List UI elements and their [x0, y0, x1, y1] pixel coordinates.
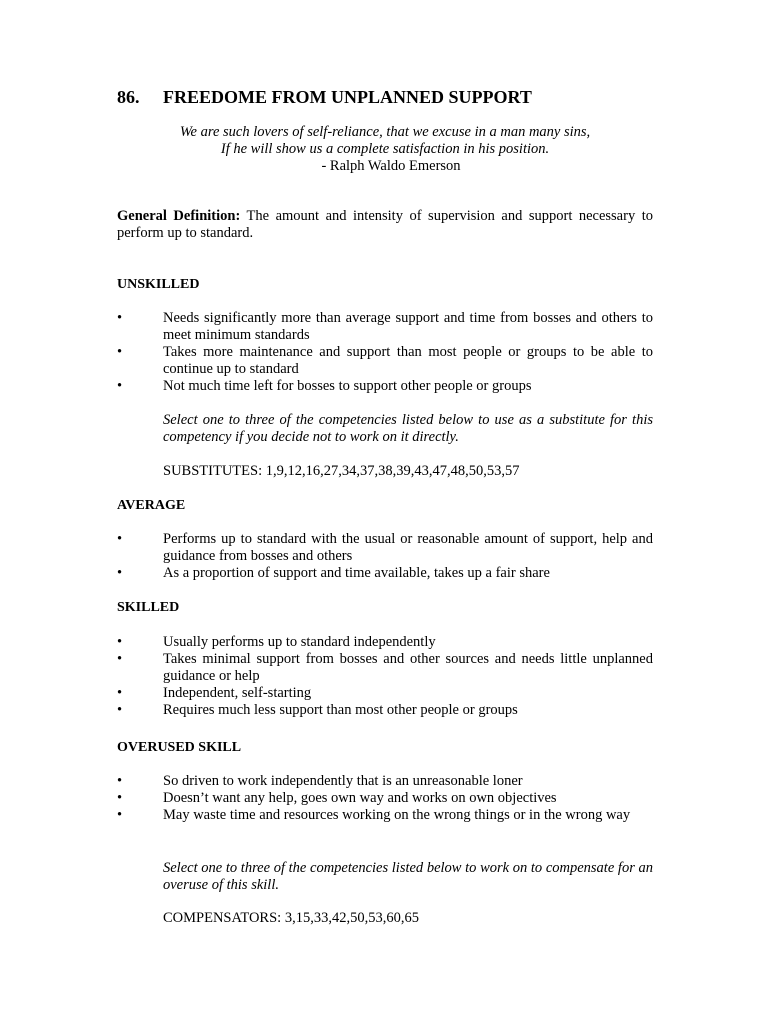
- bullet-icon: •: [117, 378, 123, 394]
- list-item: • Performs up to standard with the usual or reasonable amount of support, help and guidance from bosses and others: [117, 531, 653, 564]
- section-heading-unskilled: UNSKILLED: [117, 277, 200, 292]
- quote-line-1: We are such lovers of self-reliance, that we excuse in a man many sins,: [179, 124, 591, 140]
- bullet-icon: •: [117, 807, 123, 823]
- quote-line-2: If he will show us a complete satisfaction in his position.: [220, 141, 550, 157]
- skilled-list: [117, 634, 653, 719]
- substitutes-list: SUBSTITUTES: 1,9,12,16,27,34,37,38,39,43,47,48,50,53,57: [163, 463, 520, 479]
- list-item: • Requires much less support than most other people or groups: [117, 702, 518, 718]
- list-item: • As a proportion of support and time available, takes up a fair share: [117, 565, 550, 581]
- bullet-icon: •: [117, 344, 123, 360]
- section-heading-average: AVERAGE: [117, 498, 186, 513]
- compensators-list: COMPENSATORS: 3,15,33,42,50,53,60,65: [163, 910, 419, 926]
- unskilled-list: [117, 310, 653, 395]
- bullet-icon: •: [117, 310, 123, 326]
- general-definition-label: General Definition:: [117, 208, 241, 224]
- bullet-icon: •: [117, 565, 123, 581]
- bullet-icon: •: [117, 702, 123, 718]
- epigraph: [117, 124, 653, 175]
- list-item: • Independent, self-starting: [117, 685, 312, 701]
- list-item: • Takes more maintenance and support than most people or groups to be able to continue up to standard: [117, 344, 653, 377]
- bullet-icon: •: [117, 651, 123, 667]
- substitutes-instruction: Select one to three of the competencies listed below to use as a substitute for this competency if you decide not to work on it directly.: [163, 412, 653, 445]
- bullet-icon: •: [117, 773, 123, 789]
- list-item: • Doesn’t want any help, goes own way and works on own objectives: [117, 790, 557, 806]
- list-item: • Usually performs up to standard independently: [117, 634, 436, 650]
- overused-list: [117, 773, 653, 824]
- list-item: • Not much time left for bosses to support other people or groups: [117, 378, 532, 394]
- section-heading-overused-skill: OVERUSED SKILL: [117, 740, 242, 755]
- average-list: [117, 531, 653, 582]
- section-heading-skilled: SKILLED: [117, 600, 180, 615]
- list-item: • May waste time and resources working on the wrong things or in the wrong way: [117, 807, 631, 823]
- compensators-instruction: Select one to three of the competencies listed below to work on to compensate for an overuse of this skill.: [163, 860, 653, 893]
- bullet-icon: •: [117, 531, 123, 547]
- quote-attribution: - Ralph Waldo Emerson: [321, 158, 461, 174]
- list-item: • Takes minimal support from bosses and other sources and needs little unplanned guidance or help: [117, 651, 653, 684]
- list-item: • Needs significantly more than average support and time from bosses and others to meet minimum standards: [117, 310, 653, 343]
- competency-title: FREEDOME FROM UNPLANNED SUPPORT: [163, 87, 532, 107]
- competency-number: 86.: [117, 87, 140, 107]
- bullet-icon: •: [117, 790, 123, 806]
- page-title: [117, 86, 532, 108]
- general-definition-text: The amount and intensity of supervision and support necessary to perform up to standard.: [117, 208, 653, 241]
- general-definition: [117, 208, 653, 242]
- bullet-icon: •: [117, 634, 123, 650]
- bullet-icon: •: [117, 685, 123, 701]
- list-item: • So driven to work independently that is an unreasonable loner: [117, 773, 523, 789]
